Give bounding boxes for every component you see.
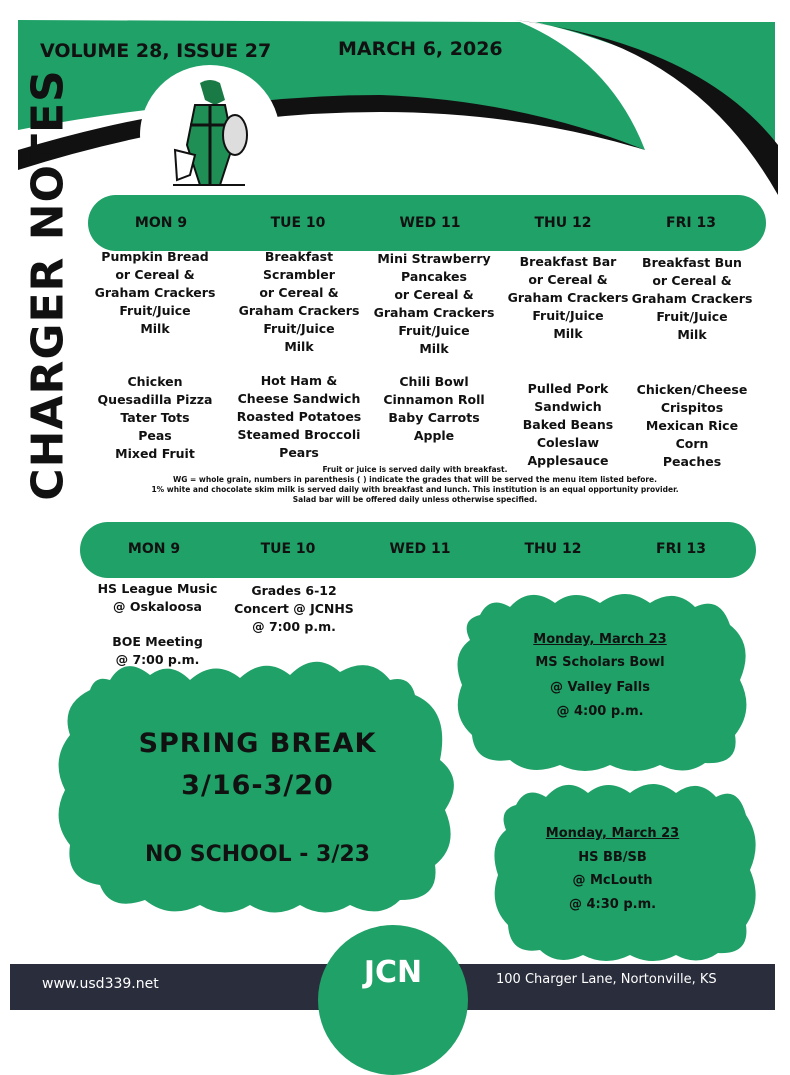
lunch-tue: Hot Ham & Cheese Sandwich Roasted Potatoes Steamed Broccoli Pears <box>236 373 362 460</box>
upcoming-blob-2 <box>488 775 763 965</box>
lunch-thu: Pulled Pork Sandwich Baked Beans Coleslaw Applesauce <box>522 381 614 468</box>
event-boe-meeting: BOE Meeting @ 7:00 p.m. <box>112 634 203 667</box>
upcoming-2-time: @ 4:30 p.m. <box>568 897 657 912</box>
charger-knight-icon <box>165 75 255 195</box>
event-day-thu: THU 12 <box>524 541 582 557</box>
lunch-fri: Chicken/Cheese Crispitos Mexican Rice Corn Peaches <box>636 382 748 469</box>
menu-notes <box>120 465 710 505</box>
upcoming-1-time: @ 4:00 p.m. <box>556 704 644 719</box>
footer-logo-circle <box>318 925 468 1075</box>
upcoming-2-event: HS BB/SB <box>578 850 647 865</box>
menu-day-fri: FRI 13 <box>666 215 716 231</box>
footer-logo-text: JCN <box>363 955 423 990</box>
breakfast-mon: Pumpkin Bread or Cereal & Graham Crackers Fruit/Juice Milk <box>94 249 216 336</box>
volume-issue: VOLUME 28, ISSUE 27 <box>40 40 272 62</box>
upcoming-1-place: @ Valley Falls <box>550 680 650 695</box>
menu-day-mon: MON 9 <box>134 215 188 231</box>
breakfast-thu: Breakfast Bar or Cereal & Graham Crackers Fruit/Juice Milk <box>507 254 629 341</box>
upcoming-2-date: Monday, March 23 <box>545 826 680 841</box>
event-day-fri: FRI 13 <box>656 541 706 557</box>
menu-day-tue: TUE 10 <box>270 215 326 231</box>
event-day-tue: TUE 10 <box>260 541 316 557</box>
lunch-wed: Chili Bowl Cinnamon Roll Baby Carrots Apple <box>383 374 485 443</box>
spring-break-dates: 3/16-3/20 <box>181 770 334 801</box>
upcoming-1-date: Monday, March 23 <box>533 632 667 647</box>
charger-notes-title: CHARGER NOTES <box>22 69 74 501</box>
event-hs-league-music: HS League Music @ Oskaloosa <box>97 581 218 614</box>
issue-date: MARCH 6, 2026 <box>338 38 503 60</box>
upcoming-1-event: MS Scholars Bowl <box>535 655 665 670</box>
menu-note: Salad bar will be offered daily unless otherwise specified. <box>292 495 538 504</box>
menu-day-thu: THU 12 <box>534 215 592 231</box>
lunch-mon: Chicken Quesadilla Pizza Tater Tots Peas Mixed Fruit <box>97 374 213 461</box>
event-day-mon: MON 9 <box>127 541 181 557</box>
menu-note: 1% white and chocolate skim milk is served daily with breakfast and lunch. This institution is an equal opportunity provider. <box>151 485 679 494</box>
footer-website[interactable]: www.usd339.net <box>42 976 159 992</box>
breakfast-tue: Breakfast Scrambler or Cereal & Graham Crackers Fruit/Juice Milk <box>238 249 360 354</box>
breakfast-fri: Breakfast Bun or Cereal & Graham Crackers Fruit/Juice Milk <box>631 255 753 342</box>
spring-break-title: SPRING BREAK <box>138 728 377 759</box>
menu-note: Fruit or juice is served daily with breakfast. <box>322 465 508 474</box>
header-swoosh <box>0 0 790 200</box>
event-concert: Grades 6-12 Concert @ JCNHS @ 7:00 p.m. <box>234 583 354 634</box>
event-day-wed: WED 11 <box>389 541 451 557</box>
breakfast-wed: Mini Strawberry Pancakes or Cereal & Graham Crackers Fruit/Juice Milk <box>373 251 495 356</box>
no-school-notice: NO SCHOOL - 3/23 <box>144 842 370 867</box>
menu-day-wed: WED 11 <box>399 215 461 231</box>
footer-address: 100 Charger Lane, Nortonville, KS <box>496 972 717 987</box>
menu-note: WG = whole grain, numbers in parenthesis ( ) indicate the grades that will be served the menu item listed before. <box>173 475 657 484</box>
upcoming-2-place: @ McLouth <box>572 873 653 888</box>
